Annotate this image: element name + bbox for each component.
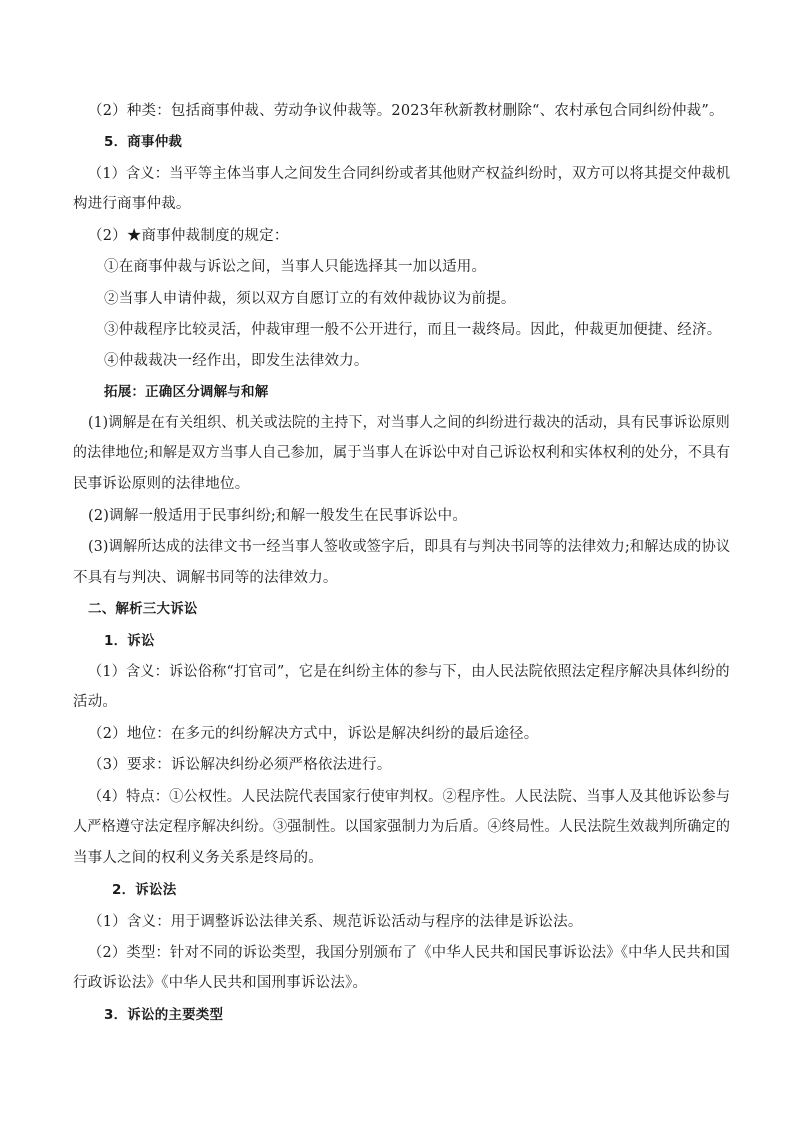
rule-item-1: ①在商事仲裁与诉讼之间，当事人只能选择其一加以适用。 [104,259,487,275]
para-litigation-features-3: 当事人之间的权利义务关系是终局的。 [73,850,323,866]
heading-litigation: 1．诉讼 [104,633,155,649]
para-commercial-rules: （2）★商事仲裁制度的规定： [88,228,289,244]
heading-commercial-arbitration: 5．商事仲裁 [104,134,183,150]
para-litigation-meaning-1: （1）含义：诉讼俗称“打官司”，它是在纠纷主体的参与下，由人民法院依照法定程序解决具体纠纷的 [88,664,730,680]
para-procedural-law-meaning: （1）含义：用于调整诉讼法律关系、规范诉讼活动与程序的法律是诉讼法。 [88,914,583,930]
heading-procedural-law: 2．诉讼法 [112,882,177,898]
heading-extension: 拓展：正确区分调解与和解 [104,384,269,400]
rule-item-4: ④仲裁裁决一经作出，即发生法律效力。 [104,353,369,369]
para-mediation-2: (2)调解一般适用于民事纠纷;和解一般发生在民事诉讼中。 [88,508,468,524]
para-commercial-meaning-2: 构进行商事仲裁。 [73,196,191,212]
para-procedural-law-types-1: （2）类型：针对不同的诉讼类型，我国分别颁布了《中华人民共和国民事诉讼法》《中华人民共和国 [88,945,730,961]
para-procedural-law-types-2: 行政诉讼法》《中华人民共和国刑事诉讼法》。 [73,975,368,991]
rule-item-3: ③仲裁程序比较灵活，仲裁审理一般不公开进行，而且一裁终局。因此，仲裁更加便捷、经济。 [104,322,722,338]
para-mediation-1a: (1)调解是在有关组织、机关或法院的主持下，对当事人之间的纠纷进行裁决的活动，具有民事诉讼原则 [88,415,730,431]
para-mediation-3b: 不具有与判决、调解书同等的法律效力。 [73,570,338,586]
para-litigation-status: （2）地位：在多元的纠纷解决方式中，诉讼是解决纠纷的最后途径。 [88,726,539,742]
heading-three-litigations: 二、解析三大诉讼 [88,601,198,617]
para-mediation-1c: 民事诉讼原则的法律地位。 [73,476,250,492]
para-commercial-meaning-1: （1）含义：当平等主体当事人之间发生合同纠纷或者其他财产权益纠纷时，双方可以将其提交仲裁机 [88,166,731,182]
para-litigation-meaning-2: 活动。 [73,694,118,710]
heading-litigation-types: 3．诉讼的主要类型 [104,1007,224,1023]
para-litigation-requirement: （3）要求：诉讼解决纠纷必须严格依法进行。 [88,757,392,773]
para-litigation-features-2: 人严格遵守法定程序解决纠纷。③强制性。以国家强制力为后盾。④终局性。人民法院生效裁判所确定的 [73,819,731,835]
para-mediation-1b: 的法律地位;和解是双方当事人自己参加，属于当事人在诉讼中对自己诉讼权利和实体权利的处分，不具有 [73,445,731,461]
para-arbitration-types: （2）种类：包括商事仲裁、劳动争议仲裁等。2023年秋新教材删除“、农村承包合同纠纷仲裁”。 [88,103,724,119]
para-litigation-features-1: （4）特点：①公权性。人民法院代表国家行使审判权。②程序性。人民法院、当事人及其他诉讼参与 [88,789,731,805]
para-mediation-3a: (3)调解所达成的法律文书一经当事人签收或签字后，即具有与判决书同等的法律效力;和解达成的协议 [88,539,731,555]
rule-item-2: ②当事人申请仲裁，须以双方自愿订立的有效仲裁协议为前提。 [104,291,516,307]
